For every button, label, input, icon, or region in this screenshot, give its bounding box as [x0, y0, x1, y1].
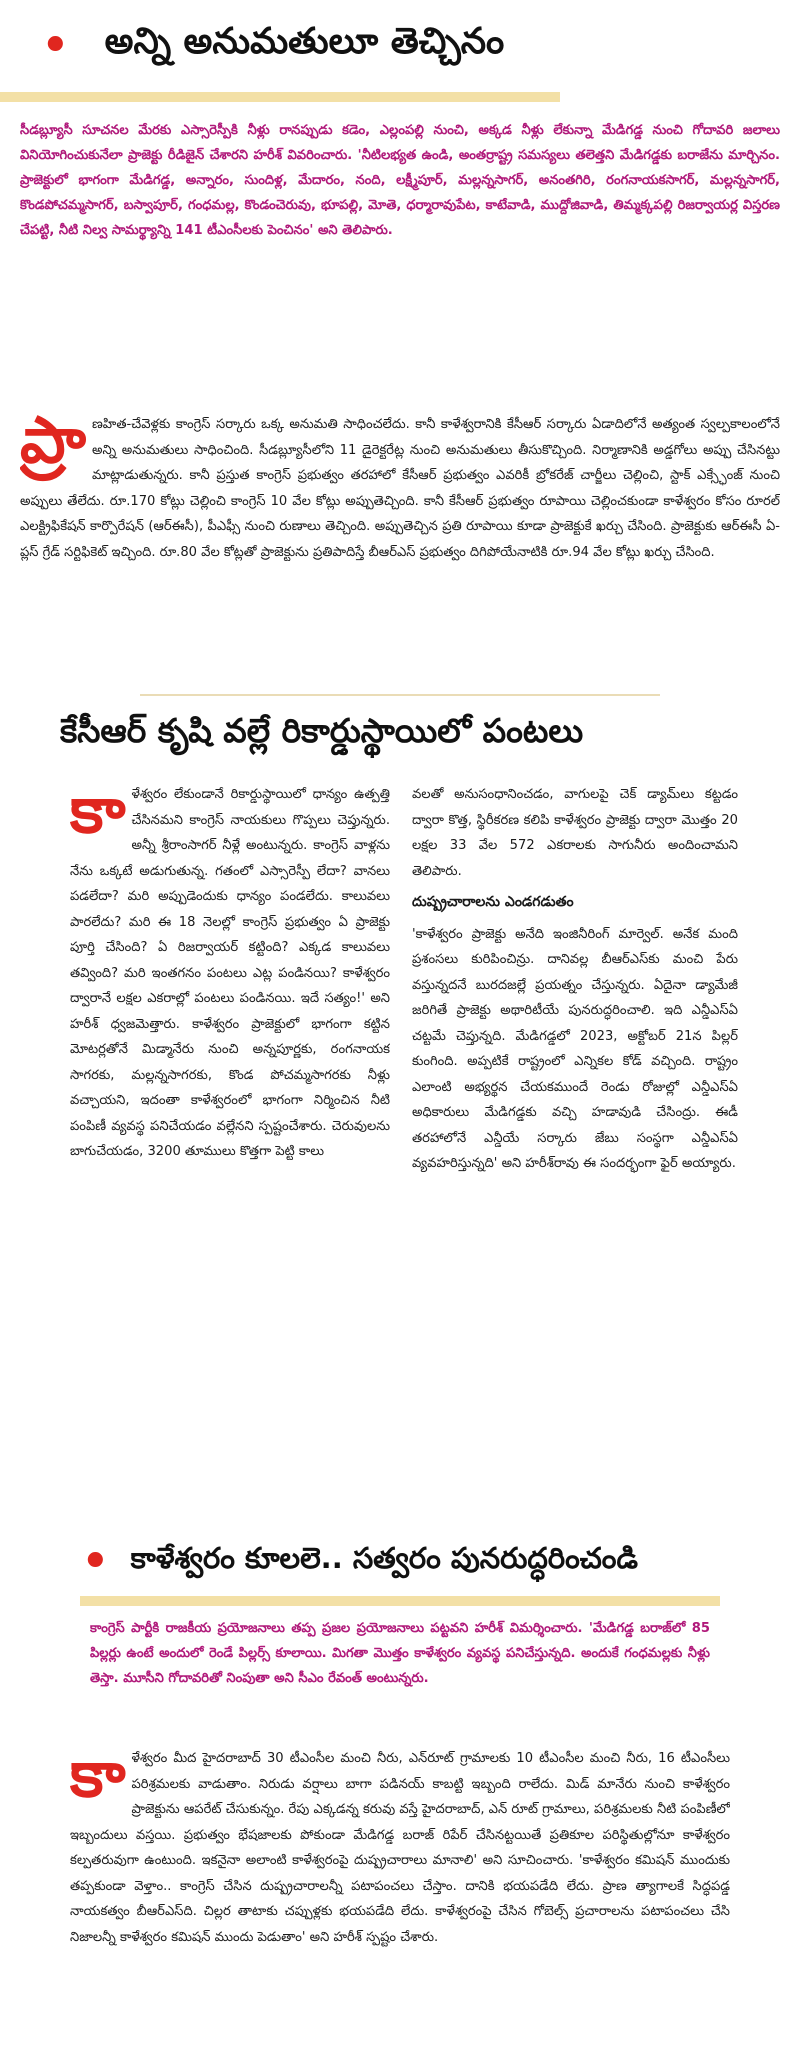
- section1-body: [20, 412, 780, 692]
- section1-headline: అన్ని అనుమతులూ తెచ్చినం: [104, 21, 505, 62]
- section2-headline-row: [60, 702, 583, 766]
- section2-col1-text: ళేశ్వరం లేకుండానే రికార్డుస్థాయిలో ధాన్యం ఉత్పత్తి చేసినమని కాంగ్రెస్ నాయకులు గొప్పలు చెప్తున్నరు. అన్నీ శ్రీరాంసాగర్ నీళ్లే అంటున్నరు. కాంగ్రెస్ వాళ్లను నేను ఒక్కటే అడుగుతున్న. గతంలో ఎస్సారెస్పీ లేదా? వానలు పడలేదా? మరి అప్పుడెందుకు ధాన్యం పండలేదు. కాలువలు పారలేదు? మరి ఈ 18 నెలల్లో కాంగ్రెస్ ప్రభుత్వం ఏ ప్రాజెక్టు పూర్తి చేసింది? ఏ రిజర్వాయర్ కట్టింది? ఎక్కడ కాలువలు తవ్వింది? మరి ఇంతగనం పంటలు ఎట్ల పండినయి? కాళేశ్వరం ద్వారానే లక్షల ఎకరాల్లో పంటలు పండినయి. ఇదే సత్యం!' అని హరీశ్ ధ్వజమెత్తారు. కాళేశ్వరం ప్రాజెక్టులో భాగంగా కట్టిన మోటర్లతోనే మిడ్మానేరు నుంచి అన్నపూర్ణకు, రంగనాయక సాగరకు, మల్లన్నసాగరకు, కొండ పోచమ్మసాగరకు నీళ్లు వచ్చాయని, ఇదంతా కాళేశ్వరంలో భాగంగా నిర్మించిన నీటి పంపిణీ వ్యవస్థ పనిచేయడం వల్లేనని స్పష్టంచేశారు. చెరువులను బాగుచేయడం, 3200 తూములు కొత్తగా పెట్టి కాలు: [70, 787, 390, 1159]
- section1-dropcap: ప్రా: [20, 412, 86, 478]
- section3-intro: కాంగ్రెస్ పార్టీకి రాజకీయ ప్రయోజనాలు తప్ప ప్రజల ప్రయోజనాలు పట్టవని హరీశ్ విమర్శించారు. 'మేడిగడ్డ బరాజ్‌లో 85 పిల్లర్లు ఉంటే అందులో రెండే పిల్లర్స్ కూలాయి. మిగతా మొత్తం కాళేశ్వరం వ్యవస్థ పనిచేస్తున్నది. అందుకే గంధమల్లకు నీళ్లు తెస్తా. మూసీని గోదావరితో నింపుతా అని సీఎం రేవంత్ అంటున్నరు.: [90, 1621, 710, 1686]
- section2-dropcap: కా: [70, 782, 126, 848]
- bullet-icon-2: •: [80, 1532, 111, 1592]
- section2-subhead: దుష్ప్రచారాలను ఎండగడుతం: [412, 894, 574, 910]
- section1-underline: [0, 92, 560, 102]
- section1-headline-row: [40, 6, 504, 86]
- section3-underline: [80, 1596, 720, 1606]
- section1-intro: సీడబ్ల్యూసీ సూచనల మేరకు ఎస్సారెస్పీకి నీళ్లు రానప్పుడు కడెం, ఎల్లంపల్లి నుంచి, అక్కడ నీళ్లు లేకున్నా మేడిగడ్డ నుంచి గోదావరి జలాలు వినియోగించుకునేలా ప్రాజెక్టు రీడిజైన్ చేశారని హరీశ్ వివరించారు. 'నీటిలభ్యత ఉండి, అంతర్రాష్ట్ర సమస్యలు తలెత్తని మేడిగడ్డకు బరాజేను మార్చినం. ప్రాజెక్టులో భాగంగా మేడిగడ్డ, అన్నారం, సుందిళ్ల, మేదారం, నంది, లక్ష్మీపూర్, మల్లన్నసాగర్, అనంతగిరి, రంగనాయకసాగర్, మల్లన్నసాగర్, కొండపోచమ్మసాగర్, బస్వాపూర్, గంధమల్ల, కొండంచెరువు, భూపల్లి, మోతె, ధర్మారావుపేట, కాటేవాడి, ముద్దోజివాడి, తిమ్మక్కపల్లి రిజర్వాయర్ల విస్తరణ చేపట్టి, నీటి నిల్వ సామర్థ్యాన్ని 141 టీఎంసీలకు పెంచినం' అని తెలిపారు.: [20, 123, 780, 238]
- section3-body: [70, 1746, 730, 2058]
- section2-col2-text-a: వలతో అనుసంధానించడం, వాగులపై చెక్ డ్యామ్‌లు కట్టడం ద్వారా కొత్త, స్థిరీకరణ కలిపి కాళేశ్వరం ప్రాజెక్టు ద్వారా మొత్తం 20 లక్షల 33 వేల 572 ఎకరాలకు సాగునీరు అందించామని తెలిపారు.: [412, 787, 738, 879]
- section3-dropcap: కా: [70, 1746, 126, 1812]
- section2-col2-text-b: 'కాళేశ్వరం ప్రాజెక్టు అనేది ఇంజినీరింగ్ మార్వెల్. అనేక మంది ప్రశంసలు కురిపించిన్రు. దానివల్ల బీఆర్ఎస్‌కు మంచి పేరు వస్తున్నదనే బురదజల్లే ప్రయత్నం చేస్తున్నరు. ఏదైనా డ్యామేజీ జరిగితే ప్రాజెక్టు అథారిటీయే పునరుద్ధరించాలి. ఇది ఎన్డీఎస్ఏ చట్టమే చెప్తున్నది. మేడిగడ్డలో 2023, అక్టోబర్ 21న పిల్లర్ కుంగింది. అప్పటికే రాష్ట్రంలో ఎన్నికల కోడ్ వచ్చింది. రాష్ట్రం ఎలాంటి అభ్యర్థన చేయకముందే రెండు రోజుల్లో ఎన్డీఎస్ఏ అధికారులు మేడిగడ్డకు వచ్చి హడావుడి చేసింద్రు. ఈడీ తరహాలోనే ఎన్డీయే సర్కారు జేబు సంస్థగా ఎన్డీఎస్ఏ వ్యవహరిస్తున్నది' అని హరీశ్‌రావు ఈ సందర్భంగా ఫైర్ అయ్యారు.: [412, 926, 738, 1171]
- section2-headline: కేసీఆర్ కృషి వల్లే రికార్డుస్థాయిలో పంటలు: [60, 710, 584, 750]
- section1-body-text: ణహిత-చేవెళ్లకు కాంగ్రెస్ సర్కారు ఒక్క అనుమతి సాధించలేదు. కానీ కాళేశ్వరానికి కేసీఆర్ సర్కారు ఏడాదిలోనే అత్యంత స్వల్పకాలంలోనే అన్ని అనుమతులు సాధించింది. సీడబ్ల్యూసీలోని 11 డైరెక్టరేట్ల నుంచి అనుమతులు తీసుకొచ్చింది. నిర్మాణానికి అడ్డగోలు అప్పు చేసినట్టు మాట్లాడుతున్నరు. కానీ ప్రస్తుత కాంగ్రెస్ ప్రభుత్వం తరహాలో కేసీఆర్ ప్రభుత్వం ఎవరికీ బ్రోకరేజ్ చార్జీలు చెల్లించి, స్టాక్ ఎక్స్ఛేంజ్ నుంచి అప్పులు తేలేదు. రూ.170 కోట్లు చెల్లించి కాంగ్రెస్ 10 వేల కోట్లు అప్పుతెచ్చింది. కానీ కేసీఆర్ ప్రభుత్వం రూపాయి చెల్లించకుండా కాళేశ్వరం కోసం రూరల్ ఎలక్ట్రిఫికేషన్ కార్పొరేషన్ (ఆర్ఈసీ), పీఎఫ్సీ నుంచి రుణాలు తెచ్చింది. అప్పుతెచ్చిన ప్రతి రూపాయి కూడా ప్రాజెక్టుకే ఖర్చు చేసింది. ప్రాజెక్టుకు ఆర్ఈసీ ఏ-ప్లస్ గ్రేడ్ సర్టిఫికెట్ ఇచ్చింది. రూ.80 వేల కోట్లతో ప్రాజెక్టును ప్రతిపాదిస్తే బీఆర్ఎస్ ప్రభుత్వం దిగిపోయేనాటికి రూ.94 వేల కోట్లు ఖర్చు చేసింది.: [20, 417, 780, 560]
- section3-body-text: ళేశ్వరం మీద హైదరాబాద్ 30 టీఎంసీల మంచి నీరు, ఎన్‌రూట్ గ్రామాలకు 10 టీఎంసీల మంచి నీరు, 16 టీఎంసీలు పరిశ్రమలకు వాడుతాం. నిరుడు వర్షాలు బాగా పడినయ్ కాబట్టి ఇబ్బంది రాలేదు. మిడ్ మానేరు నుంచి కాళేశ్వరం ప్రాజెక్టును ఆపరేట్ చేసుకున్నం. రేపు ఎక్కడన్న కరువు వస్తే హైదరాబాద్, ఎన్ రూట్ గ్రామాలు, పరిశ్రమలకు నీటి పంపిణీలో ఇబ్బందులు వస్తయి. ప్రభుత్వం భేషజాలకు పోకుండా మేడిగడ్డ బరాజ్ రిపేర్ చేసినట్టయితే ప్రతికూల పరిస్థితుల్లోనూ కాళేశ్వరం కల్పతరువుగా ఉంటుంది. ఇకనైనా అలాంటి కాళేశ్వరంపై దుష్ప్రచారాలు మానాలి' అని సూచించారు. 'కాళేశ్వరం కమిషన్ ముందుకు తప్పకుండా వెళ్తాం.. కాంగ్రెస్ చేసిన దుష్ప్రచారాలన్నీ పటాపంచలు చేస్తాం. దానికి భయపడేది లేదు. ప్రాణ త్యాగాలకే సిద్ధపడ్డ నాయకత్వం బీఆర్ఎస్‌ది. చిల్లర తాటాకు చప్పుళ్లకు భయపడేది లేదు. కాళేశ్వరంపై చేసిన గోబెల్స్ ప్రచారాలను పటాపంచలు చేసి నిజాలన్నీ కాళేశ్వరం కమిషన్ ముందు పెడుతాం' అని హరీశ్ స్పష్టం చేశారు.: [70, 1751, 730, 1945]
- section2-col1: [70, 782, 390, 1522]
- section1-divider: [140, 694, 660, 696]
- section2-col2: [412, 782, 738, 1522]
- bullet-icon: •: [40, 16, 71, 76]
- section3-headline: కాళేశ్వరం కూలలె.. సత్వరం పునరుద్ధరించండి: [130, 1541, 638, 1575]
- section3-headline-row: [80, 1530, 638, 1594]
